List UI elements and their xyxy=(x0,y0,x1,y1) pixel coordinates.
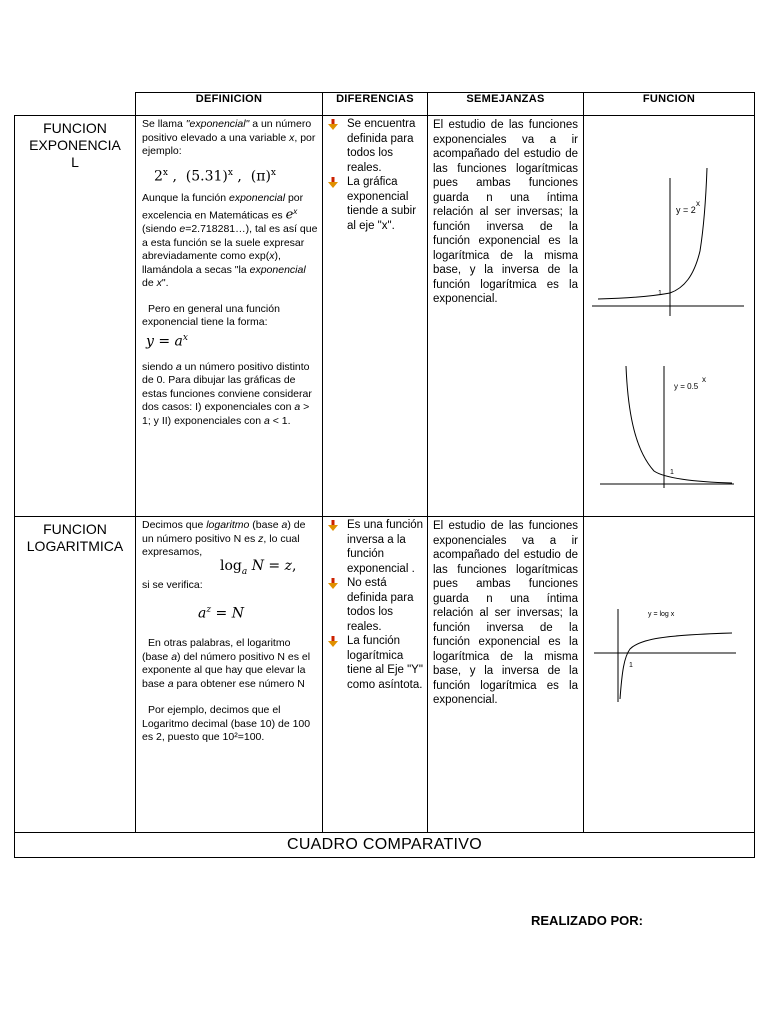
row-logaritmica xyxy=(15,517,755,833)
list-item: Es una función inversa a la función exponencial . xyxy=(327,518,425,576)
svg-text:y = 0.5: y = 0.5 xyxy=(674,382,699,391)
definition-exponencial: Se llama "exponencial" a un número positivo elevado a una variable x, por ejemplo: 2$^x$ , $(5.31)^x$ , $(\pi)^x$ Aunque la función exponencial por excelencia en Matemáticas es $e^x$ (siendo e=2.718281…), tal es así que a esta función se la suele expresar abreviadamente como exp(x), llamándola a secas "la exponencial de x". Pero en general una función exponencial tiene la forma: $y = a^x$ siendo a un número positivo distinto de 0. Para dibujar las gráficas de estas funciones conviene considerar dos casos: I) exponenciales con a > 1; y II) exponenciales con a < 1. xyxy=(136,116,323,517)
footer-row xyxy=(15,833,755,858)
math-log-equation: $\log_a N = z$, xyxy=(220,557,297,577)
row-title-exponencial: FUNCION EXPONENCIA L xyxy=(15,116,136,517)
logarithm-graph xyxy=(584,517,754,827)
author-label: REALIZADO POR: xyxy=(531,913,643,928)
similarities-logaritmica: El estudio de las funciones exponenciales va a ir acompañado del estudio de las funciones logarítmicas pues ambas funciones guarda n una íntima relación al ser inversas; la función inversa de la función exponencial es la logarítmica de la misma base, y la inversa de la función logarítmica es la exponencial. xyxy=(428,517,584,833)
svg-text:y = 2: y = 2 xyxy=(676,205,696,215)
svg-text:1: 1 xyxy=(629,662,633,669)
differences-exponencial xyxy=(323,116,428,517)
similarities-exponencial: El estudio de las funciones exponenciales va a ir acompañado del estudio de las funciones logarítmicas pues ambas funciones guarda n una íntima relación al ser inversas; la función inversa de la función exponencial es la logarítmica de la misma base, y la inversa de la función logarítmica es la exponencial. xyxy=(428,116,584,517)
svg-text:x: x xyxy=(696,199,700,208)
list-item: La función logarítmica tiene al Eje "Y" como asíntota. xyxy=(327,634,425,692)
arrow-bullet-icon xyxy=(327,520,339,532)
math-examples: 2$^x$ , $(5.31)^x$ , $(\pi)^x$ xyxy=(154,167,276,185)
math-y-equals-a-x: $y = a^x$ xyxy=(146,332,188,350)
differences-logaritmica xyxy=(323,517,428,833)
list-item: La gráfica exponencial tiende a subir al eje "x". xyxy=(327,175,425,233)
svg-text:1: 1 xyxy=(670,469,674,476)
list-item: No está definida para todos los reales. xyxy=(327,576,425,634)
svg-text:x: x xyxy=(702,375,706,384)
definition-logaritmica: Decimos que logaritmo (base a) de un número positivo N es z, lo cual expresamos, $\log_a N = z$, si se verifica: $a^z = N$ En otras palabras, el logaritmo (base a) del número positivo N es el exponente al que hay que elevar la base a para obtener ese número N Por ejemplo, decimos que el Logaritmo decimal (base 10) de 100 es 2, puesto que 10²=100. xyxy=(136,517,323,833)
exponential-graphs xyxy=(584,116,754,511)
list-item: Se encuentra definida para todos los reales. xyxy=(327,117,425,175)
graph-half-pow-x xyxy=(600,366,734,488)
svg-text:y = log x: y = log x xyxy=(648,611,675,618)
svg-text:1: 1 xyxy=(658,290,662,297)
math-a-pow-z: $a^z = N$ xyxy=(198,605,244,622)
arrow-bullet-icon xyxy=(327,177,339,189)
table-title: CUADRO COMPARATIVO xyxy=(15,833,755,858)
row-exponencial xyxy=(15,116,755,517)
arrow-bullet-icon xyxy=(327,578,339,590)
header-semejanzas: SEMEJANZAS xyxy=(428,93,584,116)
row-title-logaritmica: FUNCION LOGARITMICA xyxy=(15,517,136,833)
arrow-bullet-icon xyxy=(327,636,339,648)
graphs-exponencial xyxy=(584,116,755,517)
comparison-table xyxy=(14,92,755,858)
header-row xyxy=(15,93,755,116)
graph-two-pow-x xyxy=(592,168,744,316)
header-diferencias: DIFERENCIAS xyxy=(323,93,428,116)
header-blank xyxy=(15,93,136,116)
arrow-bullet-icon xyxy=(327,119,339,131)
header-funcion: FUNCION xyxy=(584,93,755,116)
graph-logaritmica xyxy=(584,517,755,833)
header-definicion: DEFINICION xyxy=(136,93,323,116)
